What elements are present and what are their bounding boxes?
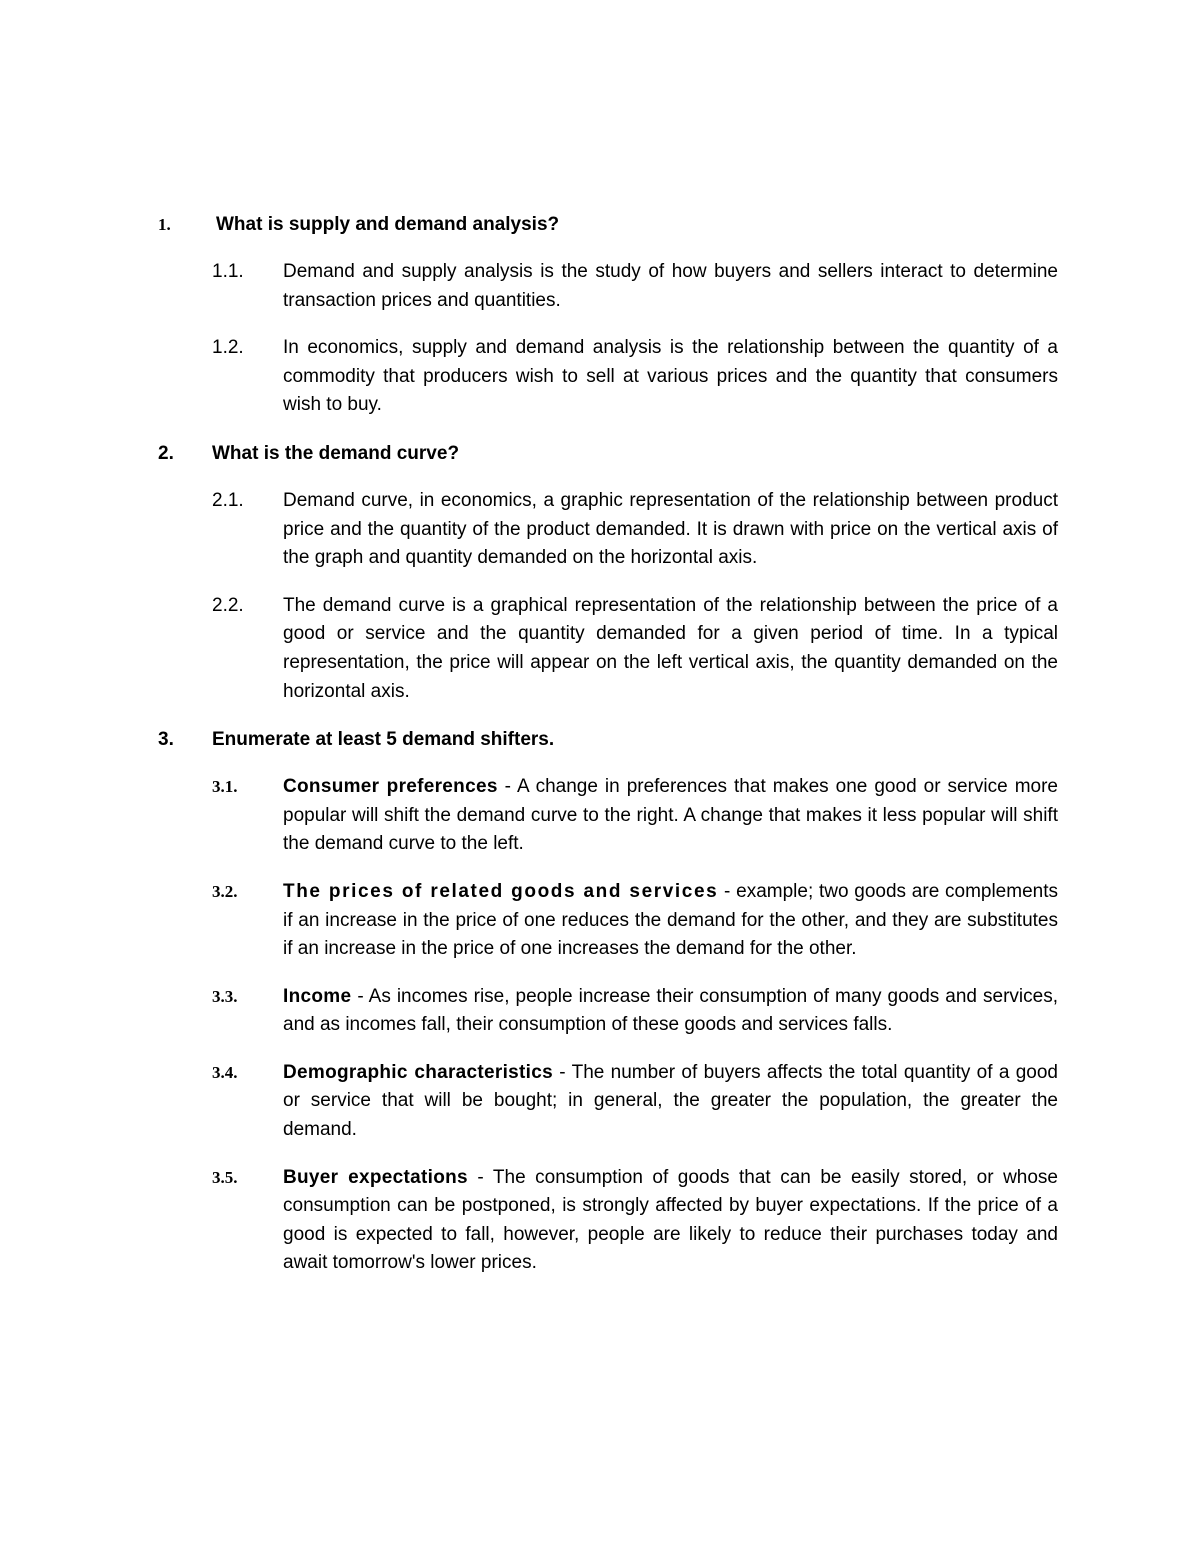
- document-content: [158, 210, 1058, 1297]
- answer-3-2-term: The prices of related goods and services: [283, 880, 719, 902]
- question-3-text: Enumerate at least 5 demand shifters.: [212, 729, 555, 751]
- answer-3-3: [158, 983, 1058, 1040]
- answer-3-4: [158, 1059, 1058, 1145]
- answer-3-4-text: - The number of buyers affects the total quantity of a good or service that will be bought; in general, the greater the population, the greater the demand.: [283, 1061, 1059, 1141]
- answer-1-1-number: 1.1.: [212, 261, 244, 282]
- answer-3-1-term: Consumer preferences: [283, 776, 498, 798]
- question-1-number: 1.: [158, 215, 171, 234]
- answer-1-1: [158, 258, 1058, 315]
- question-3: [158, 725, 1058, 754]
- answer-3-2: [158, 878, 1058, 964]
- answer-3-5-text: - The consumption of goods that can be easily stored, or whose consumption can be postponed, is strongly affected by buyer expectations. If the price of a good is expected to fall, however, people are likely to reduce their purchases today and await tomorrow's lower prices.: [283, 1166, 1058, 1274]
- question-2-text: What is the demand curve?: [212, 442, 460, 464]
- answer-1-2-number: 1.2.: [212, 337, 244, 359]
- answer-2-2-number: 2.2.: [212, 594, 244, 616]
- question-1: [158, 210, 1058, 239]
- question-1-text: What is supply and demand analysis?: [216, 214, 560, 235]
- answer-3-4-number: 3.4.: [212, 1062, 238, 1082]
- answer-1-2: [158, 334, 1058, 420]
- answer-3-1-text: - A change in preferences that makes one good or service more popular will shift the demand curve to the right. A change that makes it less popular will shift the demand curve to the left.: [283, 776, 1058, 855]
- answer-3-2-number: 3.2.: [212, 881, 238, 901]
- question-2-number: 2.: [158, 442, 174, 464]
- answer-3-3-number: 3.3.: [212, 986, 238, 1006]
- answer-3-4-term: Demographic characteristics: [283, 1061, 553, 1083]
- answer-3-1-number: 3.1.: [212, 777, 238, 797]
- question-2: [158, 439, 1058, 468]
- answer-2-2-text: The demand curve is a graphical representation of the relationship between the price of a good or service and the quantity demanded for a given period of time. In a typical representation, the price will appear on the left vertical axis, the quantity demanded on the horizontal axis.: [283, 594, 1058, 702]
- answer-2-1-text: Demand curve, in economics, a graphic representation of the relationship between product price and the quantity of the product demanded. It is drawn with price on the vertical axis of the graph and quantity demanded on the horizontal axis.: [283, 489, 1058, 569]
- answer-3-2-text: - example; two goods are complements if an increase in the price of one reduces the demand for the other, and they are substitutes if an increase in the price of one increases the demand for the other.: [283, 880, 1058, 960]
- answer-3-3-term: Income: [283, 985, 352, 1007]
- answer-3-1: [158, 773, 1058, 859]
- question-3-number: 3.: [158, 729, 174, 751]
- answer-3-5-number: 3.5.: [212, 1167, 238, 1187]
- answer-2-1-number: 2.1.: [212, 489, 244, 511]
- answer-3-3-text: - As incomes rise, people increase their consumption of many goods and services, and as incomes fall, their consumption of these goods and services falls.: [283, 985, 1058, 1036]
- answer-2-1: [158, 487, 1058, 573]
- answer-2-2: [158, 592, 1058, 706]
- answer-1-1-text: Demand and supply analysis is the study of how buyers and sellers interact to determine transaction prices and quantities.: [283, 261, 1058, 311]
- answer-3-5-term: Buyer expectations: [283, 1166, 468, 1188]
- answer-1-2-text: In economics, supply and demand analysis is the relationship between the quantity of a commodity that producers wish to sell at various prices and the quantity that consumers wish to buy.: [283, 337, 1058, 416]
- answer-3-5: [158, 1164, 1058, 1278]
